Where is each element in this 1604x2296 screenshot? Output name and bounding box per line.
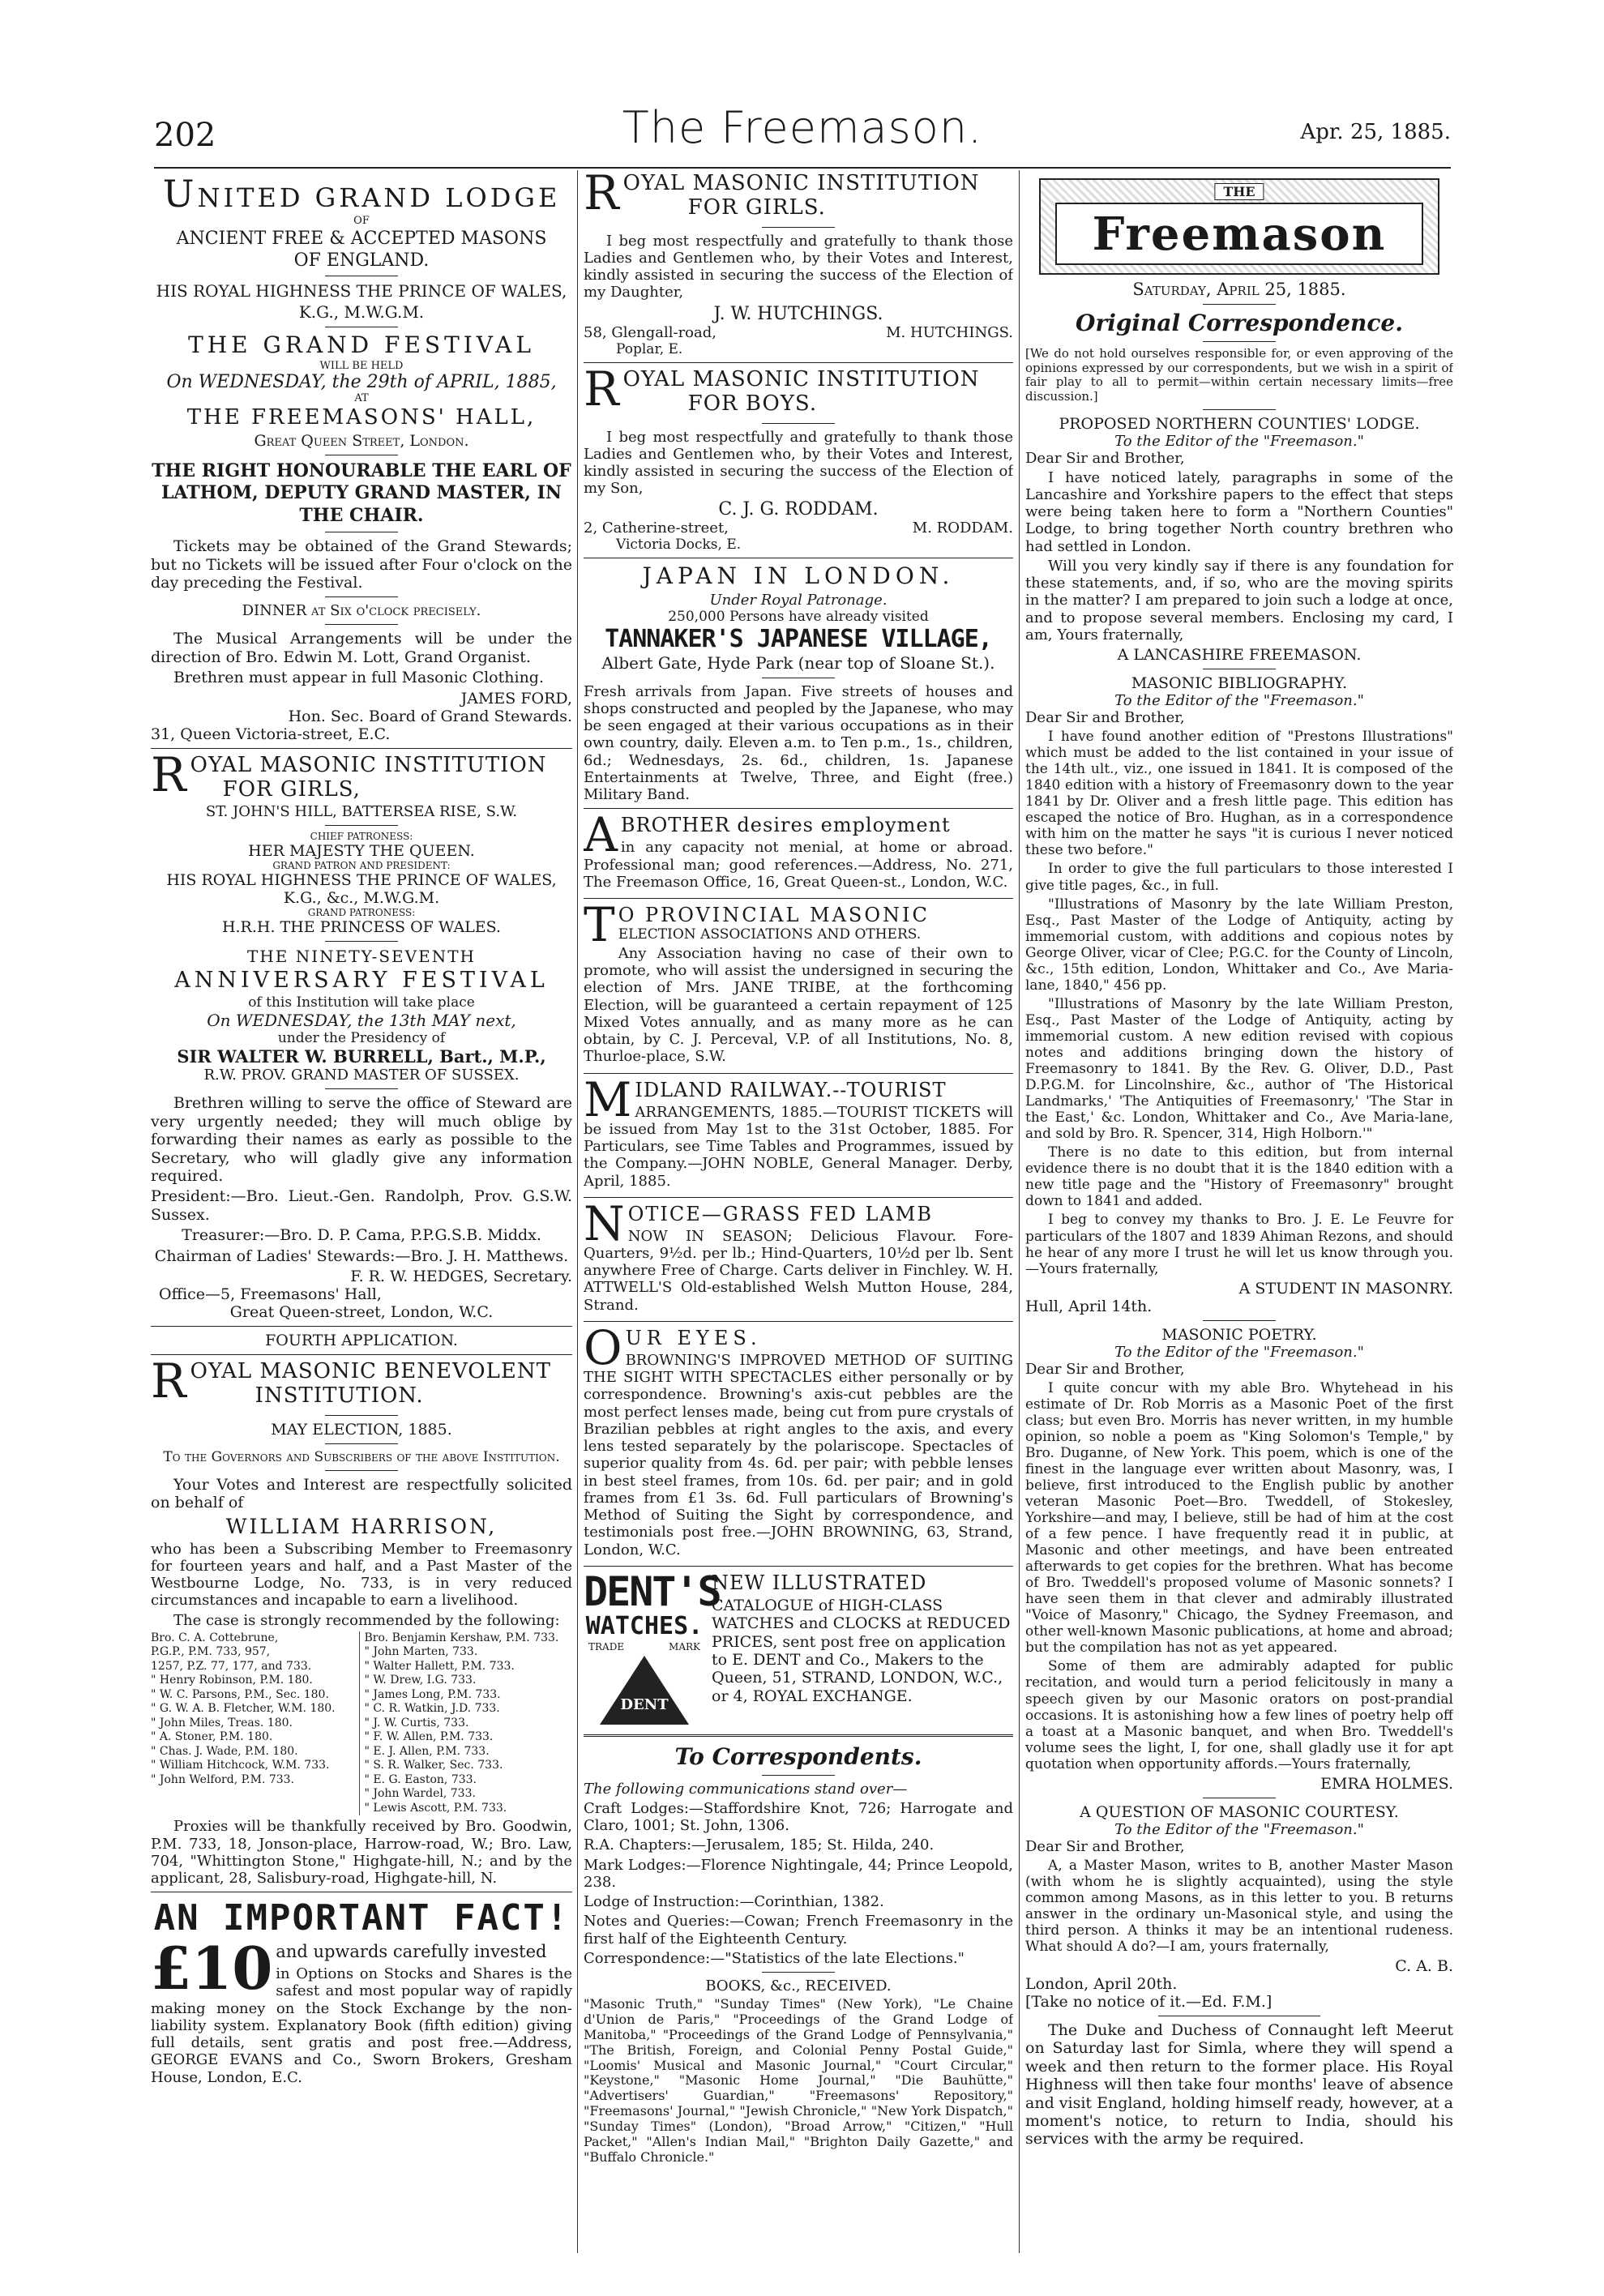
clothing-notice: Brethren must appear in full Masonic Clothing. (173, 669, 545, 687)
provincial-subheading: ELECTION ASSOCIATIONS AND OTHERS. (618, 926, 922, 943)
letter-2-text-6: I beg to convey my thanks to Bro. J. E. Le Feuvre for particulars of the 1807 and 1839 Ahiman Rezons, and should he hear of any more I trust he will let us know through you.—Yours fraternally, (1025, 1212, 1453, 1277)
dent-logo-block (584, 1567, 721, 1728)
header-rule (154, 167, 1451, 169)
ugl-patron: HIS ROYAL HIGHNESS THE PRINCE OF WALES, (156, 280, 567, 301)
disclaimer: [We do not hold ourselves responsible for, or even approving of the opinions expressed by our correspondents, but we wish in a spirit of fair play to all to permit—within certain necessary limits—free discussion.] (1025, 346, 1453, 404)
letter-3-to: To the Editor of the "Freemason." (1114, 1343, 1364, 1361)
lamb-text: NOW IN SEASON; Delicious Flavour. Fore-Quarters, 9½d. per lb.; Hind-Quarters, 10½d per lb. Sent anywhere Free of Charge. Carts deliver in Finchley. W. H. ATTWELL'S Old-established Welsh Mutton House, 284, Strand. (584, 1227, 1013, 1314)
letter-3-salutation: Dear Sir and Brother, (1025, 1360, 1185, 1378)
letter-4-signature: C. A. B. (1395, 1957, 1453, 1976)
office-address: Office—5, Freemasons' Hall, (159, 1285, 382, 1304)
notes-and-queries: Notes and Queries:—Cowan; French Freemasonry in the first half of the Eighteenth Century. (584, 1913, 1013, 1948)
recommender-entry: " W. C. Parsons, P.M., Sec. 180. (151, 1687, 329, 1701)
signature-address: 31, Queen Victoria-street, E.C. (151, 725, 391, 743)
recommended-line: The case is strongly recommended by the following: (173, 1611, 560, 1629)
recommenders-list (151, 1631, 572, 1816)
president-title: R.W. PROV. GRAND MASTER OF SUSSEX. (203, 1067, 520, 1084)
letter-4-salutation: Dear Sir and Brother, (1025, 1837, 1185, 1855)
ugl-of: OF (353, 214, 370, 227)
fact-amount: £10 (151, 1934, 273, 2003)
ninety-seventh: THE NINETY-SEVENTH (247, 947, 476, 967)
hall-name: THE FREEMASONS' HALL, (186, 404, 537, 430)
letter-3-text-2: Some of them are admirably adapted for public recitation, and would turn a period felicitously in many a speech given by our Masonic orators on post-prandial occasions. It is astonishing how a few lines of poetry help off a toast at a Masonic banquet, and when Bro. Tweddell's volume sees the light, I, for one, shall gladly use it for apt quotation when opportunity affords.—Yours fraternally, (1025, 1658, 1453, 1772)
recommenders-right (359, 1631, 573, 1816)
column-1 (151, 170, 572, 2269)
letter-2-to: To the Editor of the "Freemason." (1114, 692, 1364, 710)
letter-1-text-2: Will you very kindly say if there is any foundation for these statements, and, if so, who are the moving spirits in the matter? I am prepared to join such a lodge at once, and to propose several members. Enclosing my card, I am, Yours fraternally, (1025, 557, 1453, 643)
grand-patroness: H.R.H. THE PRINCESS OF WALES. (221, 918, 502, 937)
proxies-notice: Proxies will be thankfully received by Bro. Goodwin, P.M. 733, 18, Jonson-place, Harrow-road, W.; Bro. Law, 704, "Whittington Stone," Highgate-hill, N.; and by the applicant, 28, Salisbury-road, Highgate-hill, N. (151, 1818, 572, 1888)
letter-2-text-2: In order to give the full particulars to those interested I give title pages, &c., in full. (1025, 861, 1453, 894)
hall-street: Great Queen Street, London. (254, 431, 469, 450)
letter-2-place: Hull, April 14th. (1025, 1297, 1153, 1315)
lamb-heading: OTICE—GRASS FED LAMB (627, 1202, 933, 1225)
lamb-ad: N OTICE—GRASS FED LAMB NOW IN SEASON; Delicious Flavour. Fore-Quarters, 9½d. per lb.; Hind-Quarters, 10½d per lb. Sent anywhere Free of Charge. Carts deliver in Finchley. W. H. ATTWELL'S Old-established Welsh Mutton House, 284, Strand. (584, 1195, 1013, 1314)
brother-ad: A BROTHER desires employment in any capacity not menial, at home or abroad. Professional man; good references.—Address, No. 271, The Freemason Office, 16, Great Queen-st., London, W.C. (584, 807, 1013, 891)
page-number: 202 (154, 117, 216, 154)
at-label: AT (354, 391, 369, 404)
recommender-entry: " A. Stoner, P.M. 180. (151, 1730, 273, 1744)
letter-4-to: To the Editor of the "Freemason." (1114, 1820, 1364, 1838)
eyes-heading: UR EYES. (625, 1326, 762, 1349)
letter-3-signature: EMRA HOLMES. (1320, 1774, 1453, 1793)
recommender-entry: " John Welford, P.M. 733. (151, 1772, 295, 1786)
important-fact-block (151, 1934, 572, 2086)
letter-2-signature: A STUDENT IN MASONRY. (1238, 1279, 1453, 1298)
brother-heading: BROTHER desires employment (620, 814, 951, 837)
president-line: President:—Bro. Lieut.-Gen. Randolph, Prov. G.S.W. Sussex. (151, 1187, 572, 1224)
editor-note: [Take no notice of it.—Ed. F.M.] (1025, 1993, 1273, 2012)
candidate-name: WILLIAM HARRISON, (225, 1514, 498, 1538)
signature-title: Hon. Sec. Board of Grand Stewards. (288, 707, 572, 725)
roddam-signoff: 2, Catherine-street, M. RODDAM. (584, 519, 1013, 537)
fact-text: in Options on Stocks and Shares is the safest and most popular way of rapidly making money on the Stock Exchange by the non-liability system. Explanatory Book (fifth edition) giving full details, sent gratis and post free.—Address, GEORGE EVANS and Co., Sworn Brokers, Gresham House, London, E.C. (151, 1965, 572, 2086)
hutchings-signoff: 58, Glengall-road, M. HUTCHINGS. (584, 323, 1013, 341)
important-fact-title: AN IMPORTANT FACT! (153, 1897, 570, 1939)
correspondents-heading: To Correspondents. (674, 1742, 922, 1770)
freemason-masthead (1039, 178, 1439, 275)
grand-patroness-label: GRAND PATRONESS: (307, 907, 416, 919)
will-be-held: WILL BE HELD (319, 359, 404, 372)
japan-patron: Under Royal Patronage. (709, 591, 888, 609)
roddam-addr-2: Victoria Docks, E. (616, 537, 742, 554)
ugl-patron-2: K.G., M.W.G.M. (298, 301, 425, 322)
hutchings-name: J. W. HUTCHINGS. (713, 303, 883, 324)
grand-patron: HIS ROYAL HIGHNESS THE PRINCE OF WALES, (166, 871, 557, 890)
rmig-address: ST. JOHN'S HILL, BATTERSEA RISE, S.W. (205, 803, 518, 821)
fact-lead: and upwards carefully invested (276, 1942, 547, 1962)
festival-title: THE GRAND FESTIVAL (188, 331, 535, 358)
ugl-subheading: ANCIENT FREE & ACCEPTED MASONS (176, 228, 547, 249)
dent-text-block (705, 1571, 1013, 1728)
letter-2-text-5: There is no date to this edition, but from internal evidence there is no doubt that it is the 1840 edition with a new title page and the "History of Freemasonry" brought down to 1841 and added. (1025, 1144, 1453, 1210)
grand-patron-2: K.G., &c., M.W.G.M. (283, 889, 440, 908)
anniversary-festival: ANNIVERSARY FESTIVAL (174, 968, 549, 994)
grand-patron-label: GRAND PATRON AND PRESIDENT: (272, 860, 451, 872)
recommender-entry: " E. J. Allen, P.M. 733. (364, 1744, 490, 1758)
fourth-application: FOURTH APPLICATION. (265, 1332, 458, 1350)
brother-text: in any capacity not menial, at home or abroad. Professional man; good references.—Address, No. 271, The Freemason Office, 16, Great Queen-st., London, W.C. (584, 839, 1013, 891)
anniversary-presidency: under the Presidency of (277, 1030, 446, 1047)
anniversary-place: of this Institution will take place (248, 994, 475, 1011)
letter-4-place: London, April 20th. (1025, 1975, 1178, 1994)
chairman-line: Chairman of Ladies' Stewards:—Bro. J. H. Matthews. (154, 1246, 569, 1265)
tickets-notice: Tickets may be obtained of the Grand Stewards; but no Tickets will be issued after Four o'clock on the day preceding the Festival. (151, 537, 572, 592)
mark-lodges: Mark Lodges:—Florence Nightingale, 44; Prince Leopold, 238. (584, 1856, 1013, 1891)
recommenders-left (151, 1631, 359, 1816)
japan-village: TANNAKER'S JAPANESE VILLAGE, (605, 624, 992, 653)
ugl-heading: UNITED GRAND LODGE (162, 172, 561, 216)
recommender-entry: " John Miles, Treas. 180. (151, 1716, 293, 1729)
dent-watches: WATCHES. (585, 1611, 704, 1640)
newspaper-title: The Freemason. (622, 102, 983, 153)
recommender-entry: " S. R. Walker, Sec. 733. (364, 1759, 503, 1772)
issue-dateline: Saturday, April 25, 1885. (1132, 280, 1346, 299)
stewards-notice: Brethren willing to serve the office of Steward are very urgently needed; they will much oblige by forwarding their names as early as possible to the Secretary, who will gladly give any information required. (151, 1094, 572, 1186)
dent-trademark-icon: DENT (600, 1656, 689, 1725)
masthead-name: Freemason (1055, 203, 1423, 265)
recommender-entry: " G. W. A. B. Fletcher, W.M. 180. (151, 1702, 336, 1716)
dinner-notice: DINNER at Six o'clock precisely. (242, 602, 481, 620)
recommender-entry: P.G.P., P.M. 733, 957, (151, 1645, 271, 1659)
letter-2-title: MASONIC BIBLIOGRAPHY. (1131, 674, 1348, 693)
rmbi-heading: ROYAL MASONIC BENEVOLENT INSTITUTION. (151, 1353, 551, 1409)
candidate-text: who has been a Subscribing Member to Freemasonry for fourteen years and half, and a Past Master of the Westbourne Lodge, No. 733, is in very reduced circumstances and incapable to earn a livelihood. (151, 1540, 572, 1610)
japan-visited: 250,000 Persons have already visited (668, 608, 929, 625)
letter-1-salutation: Dear Sir and Brother, (1025, 449, 1185, 467)
treasurer-line: Treasurer:—Bro. D. P. Cama, P.P.G.S.B. Middx. (182, 1226, 541, 1245)
festival-date: On WEDNESDAY, the 29th of APRIL, 1885, (166, 371, 557, 392)
recommender-entry: " Chas. J. Wade, P.M. 180. (151, 1744, 298, 1758)
eyes-ad: O UR EYES. BROWNING'S IMPROVED METHOD OF SUITING THE SIGHT WITH SPECTACLES either personally or by correspondence. Browning's axis-cut pebbles are the most perfect lenses made, being cut from pure crystals of Brazilian pebbles at right angles to the axis, and every lens tested separately by the polariscope. Spectacles of superior quality from 4s. 6d. per pair; with pebble lenses in best steel frames, from 10s. 6d. per pair; and in gold frames from £1 3s. 6d. Full particulars of Browning's Method of Suiting the Sight by correspondence, and testimonials post free.—JOHN BROWNING, 63, Strand, London, W.C. (584, 1319, 1013, 1558)
letter-2-text-3: "Illustrations of Masonry by the late William Preston, Esq., Past Master of the Lodge of Antiquity, acting by immemorial custom, with additions and copious notes by George Oliver, vicar of Clee; P.G.C. for the County of Lincoln, &c., 15th edition, London, Whittaker and Co., Ave Maria-lane, 1840," 456 pp. (1025, 896, 1453, 994)
provincial-heading: O PROVINCIAL MASONIC (618, 903, 930, 926)
musical-notice: The Musical Arrangements will be under the direction of Bro. Edwin M. Lott, Grand Organist. (151, 630, 572, 666)
recommender-entry: " Henry Robinson, P.M. 180. (151, 1674, 313, 1687)
recommender-entry: 1257, P.Z. 77, 177, and 733. (151, 1659, 312, 1673)
eyes-text: BROWNING'S IMPROVED METHOD OF SUITING THE SIGHT WITH SPECTACLES either personally or by correspondence. Browning's axis-cut pebbles are the most perfect lenses made, being cut from pure crystals of Brazilian pebbles at right angles to the axis, and every lens tested separately by the polariscope. Spectacles of superior quality from 4s. 6d. per pair; with pebble lenses in best steel frames, from 10s. 6d. per pair; and in gold frames from £1 3s. 6d. Full particulars of Browning's Method of Suiting the Sight by correspondence, and testimonials post free.—JOHN BROWNING, 63, Strand, London, W.C. (584, 1351, 1013, 1558)
recommender-entry: " W. Drew, I.G. 733. (364, 1674, 477, 1687)
chair-notice: THE RIGHT HONOURABLE THE EARL OF LATHOM, DEPUTY GRAND MASTER, IN THE CHAIR. (152, 460, 571, 526)
letter-2-salutation: Dear Sir and Brother, (1025, 709, 1185, 727)
midland-text: ARRANGEMENTS, 1885.—TOURIST TICKETS will be issued from May 1st to the 31st October, 1885. For Particulars, see Time Tables and Programmes, issued by the Company.—JOHN NOBLE, General Manager. Derby, April, 1885. (584, 1103, 1013, 1190)
japan-heading: JAPAN IN LONDON. (642, 562, 955, 590)
letter-4-text: A, a Master Mason, writes to B, another Master Mason (with whom he is slightly acquainted), using the style common among Masons, as in this letter to you. B returns answer in the ordinary un-Masonical style, and using the third person. A thinks it may be an intentional rudeness. What should A do?—I am, yours fraternally, (1025, 1857, 1453, 1955)
page-header (154, 102, 1451, 171)
recommender-entry: Bro. Benjamin Kershaw, P.M. 733. (364, 1631, 559, 1644)
votes-line: Your Votes and Interest are respectfully solicited on behalf of (151, 1475, 572, 1512)
recommender-entry: " F. W. Allen, P.M. 733. (364, 1730, 494, 1744)
dent-heading: NEW ILLUSTRATED (712, 1571, 927, 1594)
provincial-text: Any Association having no case of their own to promote, who will assist the undersigned in securing the election of Mrs. JANE TRIBE, at the forthcoming Election, will be guaranteed a certain repayment of 125 Mixed Votes annually, and as many more as he can obtain, by C. J. Perceval, V.P. of all Institutions, No. 8, Thurloe-place, S.W. (584, 944, 1013, 1066)
girls-text: I beg most respectfully and gratefully to thank those Ladies and Gentlemen who, by their Votes and Interest, kindly assisted in securing the success of the Election of my Daughter, (584, 232, 1013, 301)
recommender-entry: " E. G. Easton, 733. (364, 1772, 477, 1786)
ugl-subheading-2: OF ENGLAND. (293, 250, 430, 271)
recommender-entry: " John Marten, 733. (364, 1645, 478, 1659)
governors-line: To the Governors and Subscribers of the above Institution. (163, 1448, 560, 1465)
column-divider (1019, 170, 1020, 2253)
craft-lodges: Craft Lodges:—Staffordshire Knot, 726; Harrogate and Claro, 1001; St. John, 1306. (584, 1800, 1013, 1835)
letter-1-to: To the Editor of the "Freemason." (1114, 432, 1364, 450)
recommender-entry: " J. W. Curtis, 733. (364, 1716, 469, 1729)
correspondents-intro: The following communications stand over— (584, 1780, 908, 1798)
recommender-entry: Bro. C. A. Cottebrune, (151, 1631, 279, 1644)
roddam-name: C. J. G. RODDAM. (718, 499, 879, 520)
letter-1-title: PROPOSED NORTHERN COUNTIES' LODGE. (1059, 414, 1420, 433)
chief-patroness: HER MAJESTY THE QUEEN. (248, 842, 475, 861)
midland-heading: IDLAND RAILWAY.--TOURIST (635, 1078, 947, 1101)
ra-chapters: R.A. Chapters:—Jerusalem, 185; St. Hilda, 240. (584, 1836, 935, 1854)
dent-text: CATALOGUE of HIGH-CLASS WATCHES and CLOCKS at REDUCED PRICES, sent post free on application to E. DENT and Co., Makers to the Queen, 51, STRAND, LONDON, W.C., or 4, ROYAL EXCHANGE. (712, 1596, 1011, 1705)
japan-gate: Albert Gate, Hyde Park (near top of Sloane St.). (601, 652, 995, 673)
recommender-entry: " John Wardel, 733. (364, 1787, 476, 1801)
president-name: SIR WALTER W. BURRELL, Bart., M.P., (177, 1046, 546, 1067)
office-address-2: Great Queen-street, London, W.C. (229, 1303, 494, 1322)
may-election: MAY ELECTION, 1885. (271, 1420, 452, 1439)
letter-3-title: MASONIC POETRY. (1161, 1325, 1317, 1344)
recommender-entry: " C. R. Watkin, J.D. 733. (364, 1702, 500, 1716)
provincial-ad: T O PROVINCIAL MASONIC ELECTION ASSOCIATIONS AND OTHERS. Any Association having no case of their own to promote, who will assist the undersigned in securing the election of Mrs. JANE TRIBE, at the forthcoming Election, will be guaranteed a certain repayment of 125 Mixed Votes annually, and as many more as he can obtain, by C. J. Perceval, V.P. of all Institutions, No. 8, Thurloe-place, S.W. (584, 896, 1013, 1066)
anniversary-date: On WEDNESDAY, the 13th MAY next, (207, 1011, 516, 1031)
signature-name: JAMES FORD, (460, 689, 572, 708)
issue-date: Apr. 25, 1885. (1300, 120, 1451, 144)
duke-news-item: The Duke and Duchess of Connaught left Meerut on Saturday last for Simla, where they will spend a week and then return to the former place. His Royal Highness will then take four months' leave of absence and visit England, holding himself ready, however, at a moment's notice, to return to India, should his services with the army be required. (1025, 2021, 1453, 2148)
hutchings-addr-2: Poplar, E. (616, 340, 683, 357)
books-heading: BOOKS, &c., RECEIVED. (705, 1977, 892, 1995)
masthead-the: THE (1214, 183, 1264, 200)
secretary-signature: F. R. W. HEDGES, Secretary. (350, 1268, 572, 1286)
books-list: "Masonic Truth," "Sunday Times" (New York), "Le Chaine d'Union de Paris," "Proceedings of the Grand Lodge of Manitoba," "Proceedings of the Grand Lodge of Pennsylvania," "The British, Foreign, and Colonial Penny Postal Guide," "Loomis' Musical and Masonic Journal," "Court Circular," "Keystone," "Masonic Home Journal," "Die Bauhütte," "Advertisers' Guardian," "Freemasons' Repository," "Freemasons' Journal," "Jewish Chronicle," "New York Dispatch," "Sunday Times" (London), "Broad Arrow," "Citizen," "Hull Packet," "Allen's Indian Mail," "Brighton Daily Gazette," and "Buffalo Chronicle." (584, 1996, 1013, 2165)
recommender-entry: " Lewis Ascott, P.M. 733. (364, 1801, 507, 1815)
column-2 (584, 170, 1013, 2269)
midland-ad: M IDLAND RAILWAY.--TOURIST ARRANGEMENTS, 1885.—TOURIST TICKETS will be issued from May 1st to the 31st October, 1885. For Particulars, see Time Tables and Programmes, issued by the Company.—JOHN NOBLE, General Manager. Derby, April, 1885. (584, 1071, 1013, 1190)
recommender-entry: " James Long, P.M. 733. (364, 1687, 501, 1701)
letter-3-text: I quite concur with my able Bro. Whytehead in his estimate of Dr. Rob Morris as a Masonic Poet of the first class; but even Bro. Morris has never written, in my humble opinion, so noble a poem as "King Solomon's Temple," by Bro. Duganne, of New York. This poem, which is one of the finest in the language ever written about Masonry, was, I believe, first introduced to the English public by another veteran Masonic Poet—Bro. Tweddell, of Stokesley, Yorkshire—and may, I believe, still be had of him at the cost of a few pence. I have frequently read it in public, at Masonic and other meetings, and have been entreated afterwards to get copies for the brethren. What has become of Bro. Tweddell's proposed volume of Masonic sonnets? I have seen them in that clever and admirably illustrated "Voice of Masonry," Chicago, the Sydney Freemason, and other well-known Masonic publications, at home and abroad; but the compilation has not as yet appeared. (1025, 1379, 1453, 1657)
girls-heading: ROYAL MASONIC INSTITUTION FOR GIRLS. (584, 170, 980, 220)
recommender-entry: " William Hitchcock, W.M. 733. (151, 1759, 330, 1772)
chief-patroness-label: CHIEF PATRONESS: (310, 831, 413, 843)
column-3 (1025, 170, 1453, 2269)
japan-text: Fresh arrivals from Japan. Five streets of houses and shops constructed and peopled by the Japanese, who may be seen engaged at their various occupations as in their own country, daily. Eleven a.m. to Ten p.m., 1s., children, 6d.; Wednesdays, 2s. 6d., children, 1s. Japanese Entertainments at Twelve, Three, and Eight (free.) Military Band. (584, 682, 1013, 804)
dent-name: DENT'S (584, 1567, 721, 1615)
letter-1-text: I have noticed lately, paragraphs in some of the Lancashire and Yorkshire papers to the effect that steps were being taken here to form a "Northern Counties" Lodge, to bring together North country brethren who had settled in London. (1025, 468, 1453, 555)
correspondence-line: Correspondence:—"Statistics of the late Elections." (584, 1949, 965, 1967)
boys-heading: ROYAL MASONIC INSTITUTION FOR BOYS. (584, 361, 980, 417)
column-divider (577, 170, 578, 2253)
letter-2-text-4: "Illustrations of Masonry by the late William Preston, Esq., Past Master of the Lodge of Antiquity, acting by immemorial custom. A new edition revised with copious notes and additions bringing down the history of Freemasonry to 1841. By the Rev. G. Oliver, D.D., Past D.P.G.M. for Lincolnshire, &c., author of 'The Historical Landmarks,' 'The Antiquities of Freemasonry,' 'The Star in the East,' &c. London, Whittaker and Co., Ave Maria-lane, and sold by Bro. R. Spencer, 314, High Holborn.'" (1025, 995, 1453, 1143)
letter-2-text: I have found another edition of "Prestons Illustrations" which must be added to the list contained in your issue of the 14th ult., viz., one issued in 1841. It is composed of the 1840 edition with a history of Freemasonry down to the year 1841 by Dr. Oliver and a fresh little page. This edition has escaped the notice of Bro. Hughan, as in a correspondence with him on the matter he says "it is curious I never noticed these two before." (1025, 729, 1453, 859)
rmig-heading: ROYAL MASONIC INSTITUTION FOR GIRLS, (151, 746, 547, 802)
recommender-entry: " Walter Hallett, P.M. 733. (364, 1659, 515, 1673)
original-correspondence-heading: Original Correspondence. (1076, 310, 1403, 336)
dent-ad (584, 1567, 1013, 1728)
lodge-of-instruction: Lodge of Instruction:—Corinthian, 1382. (584, 1893, 884, 1911)
letter-1-signature: A LANCASHIRE FREEMASON. (1117, 646, 1362, 665)
trade-mark-label: TRADE MARK (588, 1640, 700, 1653)
boys-text: I beg most respectfully and gratefully to thank those Ladies and Gentlemen who, by their Votes and Interest, kindly assisted in securing the success of the Election of my Son, (584, 428, 1013, 498)
letter-4-title: A QUESTION OF MASONIC COURTESY. (1080, 1802, 1399, 1821)
